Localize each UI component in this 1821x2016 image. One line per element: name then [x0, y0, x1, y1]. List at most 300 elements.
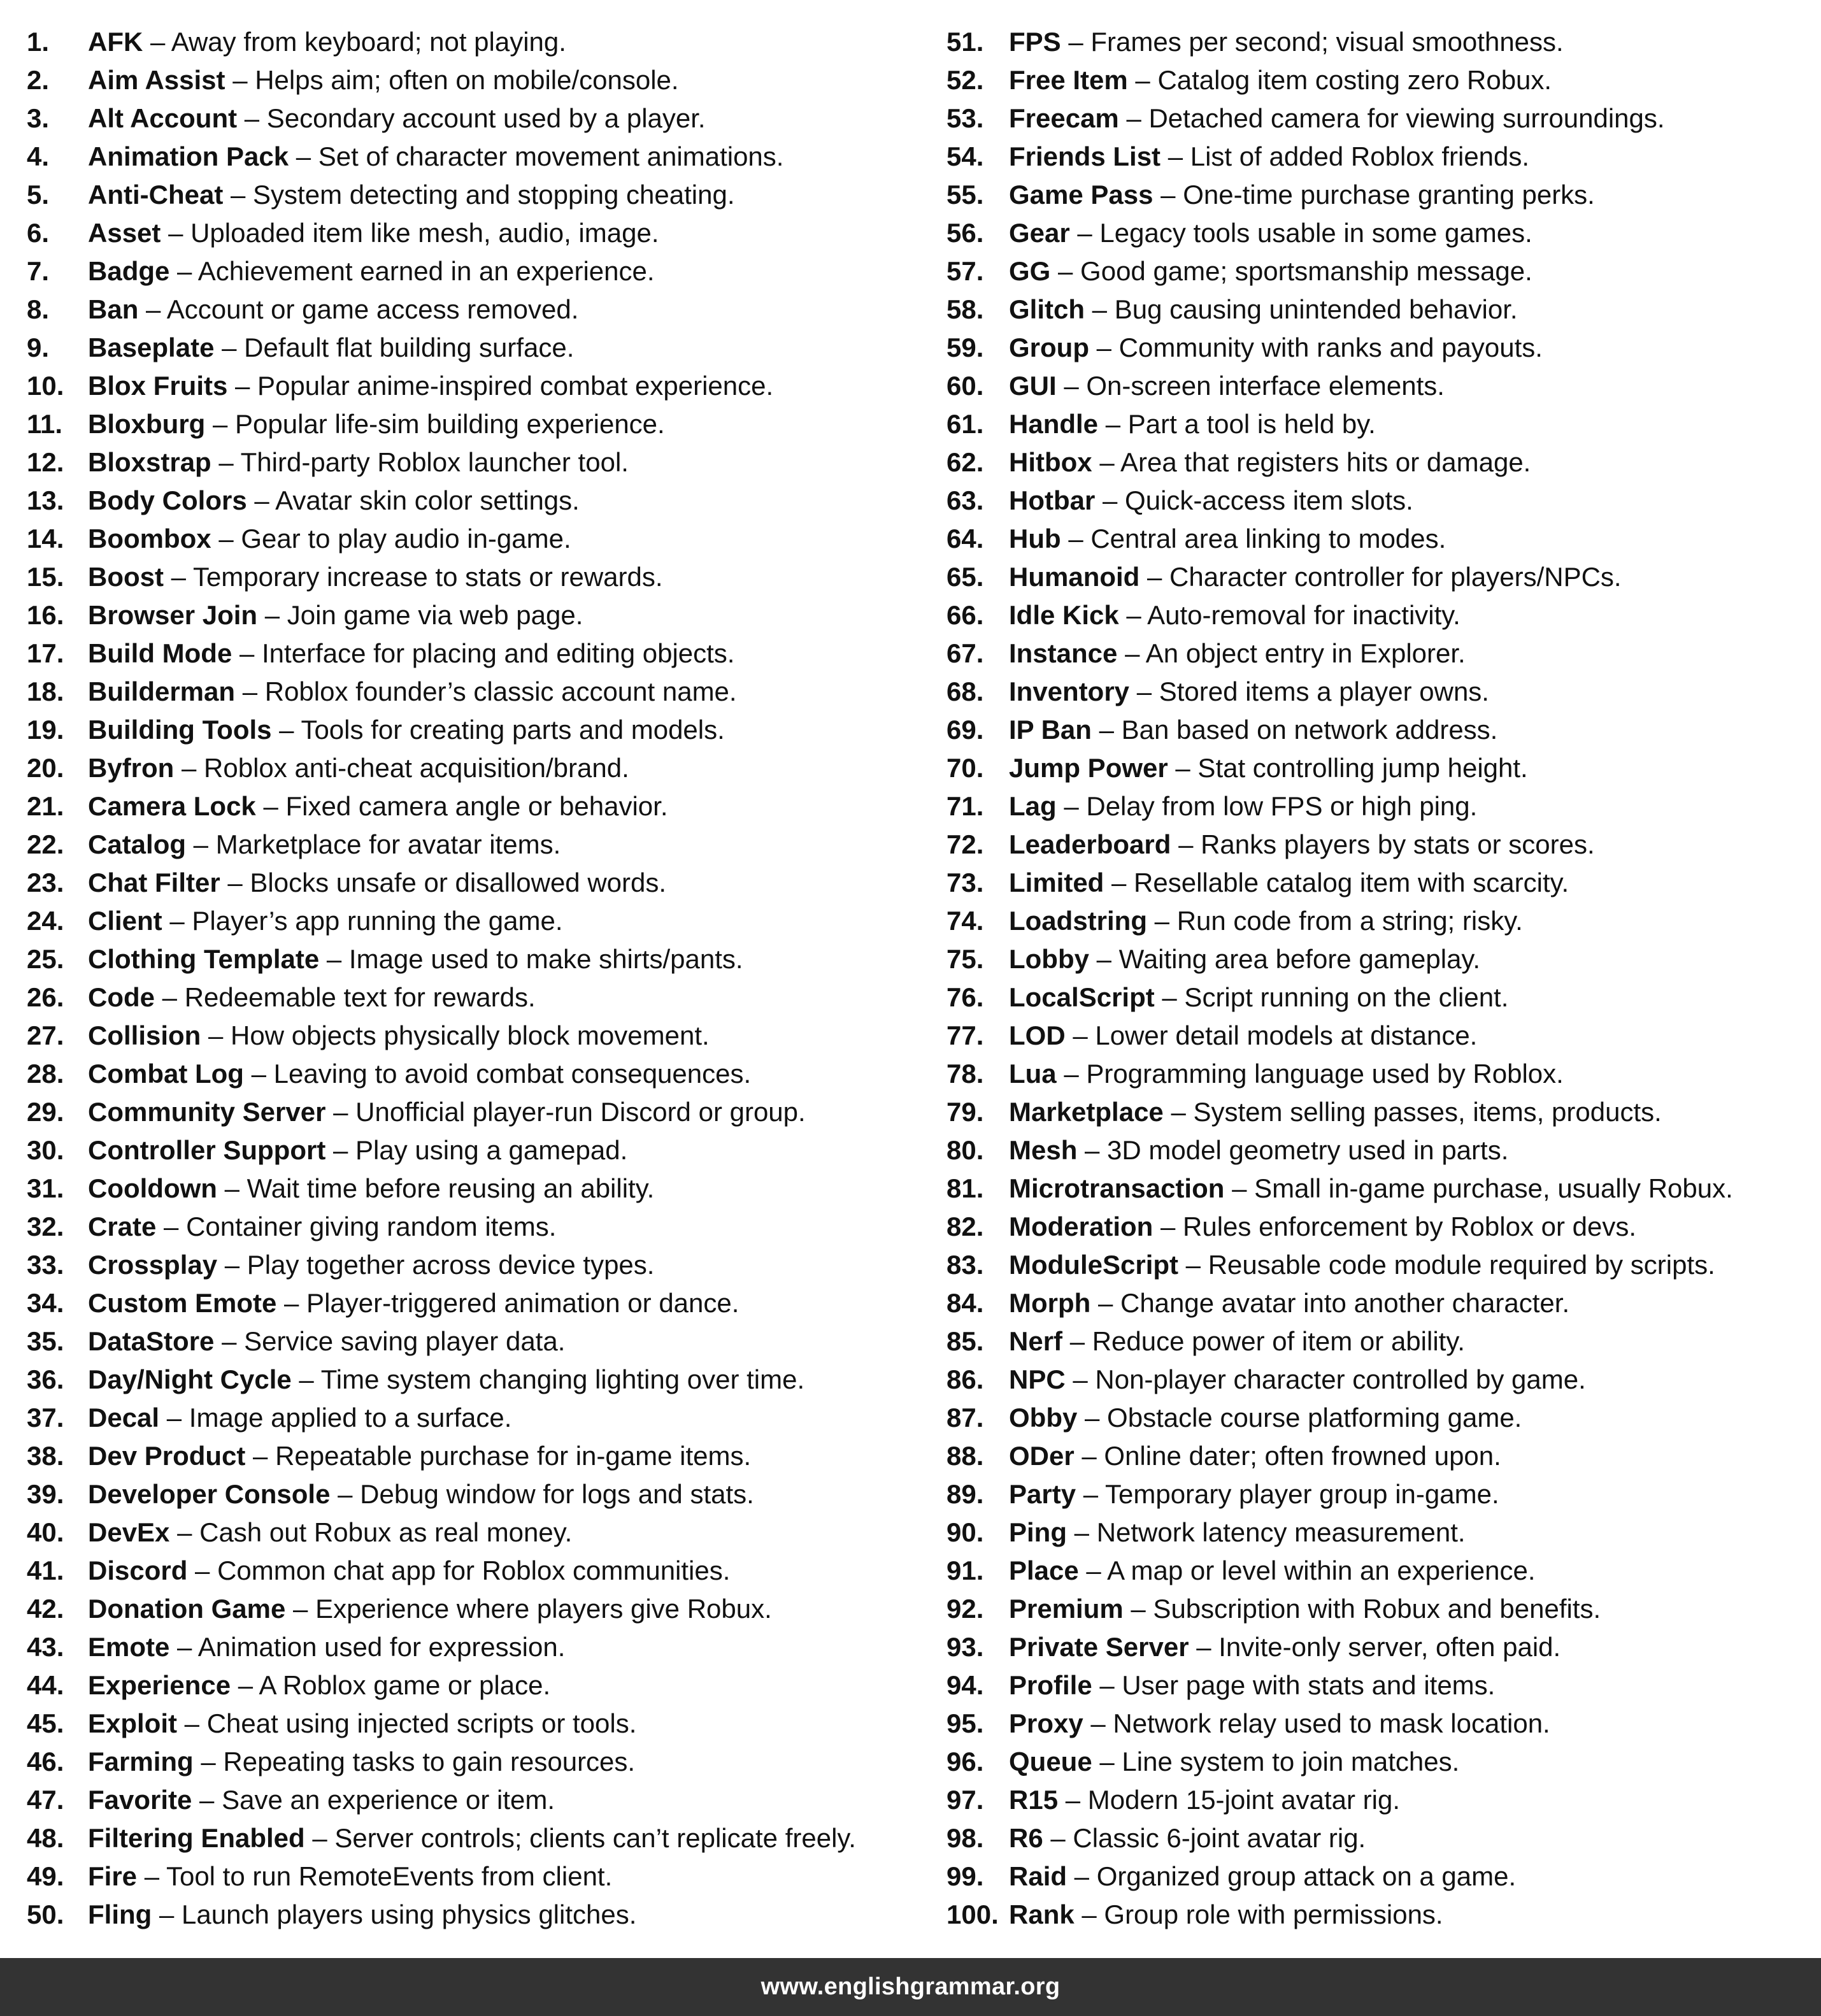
- entry-definition: – System selling passes, items, products.: [1163, 1097, 1662, 1127]
- glossary-entry: [946, 1590, 1813, 1628]
- glossary-entry: [946, 1437, 1813, 1475]
- entry-definition: – Auto-removal for inactivity.: [1118, 600, 1460, 630]
- footer-url[interactable]: www.englishgrammar.org: [761, 1973, 1060, 2000]
- entry-term: GUI: [1009, 371, 1057, 401]
- entry-term: Nerf: [1009, 1326, 1063, 1356]
- entry-term: Game Pass: [1009, 180, 1153, 210]
- entry-term: Clothing Template: [88, 944, 320, 974]
- entry-definition: – Marketplace for avatar items.: [186, 829, 561, 859]
- entry-term: Asset: [88, 218, 161, 248]
- entry-term: Leaderboard: [1009, 829, 1171, 859]
- entry-term: Animation Pack: [88, 141, 289, 171]
- entry-number: 92.: [946, 1594, 984, 1624]
- entry-definition: – How objects physically block movement.: [201, 1020, 710, 1050]
- entry-term: Boombox: [88, 524, 211, 554]
- entry-term: Body Colors: [88, 485, 247, 515]
- entry-definition: – Leaving to avoid combat consequences.: [243, 1059, 752, 1089]
- entry-term: Jump Power: [1009, 753, 1168, 783]
- entry-definition: – Non-player character controlled by game.: [1065, 1364, 1586, 1394]
- glossary-entry: [946, 558, 1813, 596]
- entry-number: 15.: [27, 562, 64, 592]
- entry-definition: – Lower detail models at distance.: [1065, 1020, 1478, 1050]
- entry-number: 84.: [946, 1288, 984, 1318]
- entry-number: 44.: [27, 1670, 64, 1700]
- entry-number: 42.: [27, 1594, 64, 1624]
- glossary-entry: [27, 367, 938, 405]
- glossary-entry: [27, 290, 938, 329]
- entry-term: Group: [1009, 332, 1089, 362]
- entry-definition: – Part a tool is held by.: [1098, 409, 1376, 439]
- glossary-entry: [27, 749, 938, 787]
- entry-definition: – Network latency measurement.: [1067, 1517, 1466, 1547]
- glossary-entry: [946, 826, 1813, 864]
- entry-term: Crate: [88, 1212, 157, 1241]
- entry-term: Catalog: [88, 829, 187, 859]
- entry-definition: – Quick-access item slots.: [1095, 485, 1413, 515]
- entry-definition: – Wait time before reusing an ability.: [217, 1173, 655, 1203]
- entry-term: Badge: [88, 256, 170, 286]
- entry-term: ODer: [1009, 1441, 1075, 1471]
- glossary-entry: [27, 558, 938, 596]
- glossary-entry: [946, 1093, 1813, 1131]
- entry-number: 28.: [27, 1059, 64, 1089]
- entry-number: 24.: [27, 906, 64, 936]
- entry-term: Free Item: [1009, 65, 1128, 95]
- entry-term: DevEx: [88, 1517, 170, 1547]
- entry-definition: – Script running on the client.: [1154, 982, 1509, 1012]
- entry-number: 68.: [946, 676, 984, 706]
- entry-number: 89.: [946, 1479, 984, 1509]
- entry-number: 26.: [27, 982, 64, 1012]
- glossary-entry: [27, 1322, 938, 1361]
- glossary-entry: [946, 978, 1813, 1017]
- entry-definition: – Interface for placing and editing objects.: [232, 638, 735, 668]
- glossary-entry: [27, 1475, 938, 1513]
- entry-definition: – User page with stats and items.: [1092, 1670, 1496, 1700]
- entry-number: 70.: [946, 753, 984, 783]
- entry-number: 67.: [946, 638, 984, 668]
- entry-number: 65.: [946, 562, 984, 592]
- entry-definition: – Reduce power of item or ability.: [1062, 1326, 1465, 1356]
- entry-number: 33.: [27, 1250, 64, 1280]
- entry-number: 91.: [946, 1555, 984, 1585]
- entry-definition: – List of added Roblox friends.: [1160, 141, 1530, 171]
- entry-definition: – Avatar skin color settings.: [246, 485, 580, 515]
- entry-term: Party: [1009, 1479, 1076, 1509]
- glossary-entry: [27, 1743, 938, 1781]
- entry-number: 75.: [946, 944, 984, 974]
- entry-definition: – On-screen interface elements.: [1056, 371, 1445, 401]
- entry-term: Proxy: [1009, 1708, 1083, 1738]
- glossary-entry: [27, 787, 938, 826]
- entry-term: LocalScript: [1009, 982, 1155, 1012]
- entry-definition: – Change avatar into another character.: [1090, 1288, 1570, 1318]
- entry-definition: – Fixed camera angle or behavior.: [255, 791, 668, 821]
- entry-definition: – Service saving player data.: [214, 1326, 566, 1356]
- entry-number: 61.: [946, 409, 984, 439]
- entry-definition: – Programming language used by Roblox.: [1056, 1059, 1564, 1089]
- glossary-entry: [946, 634, 1813, 673]
- entry-number: 12.: [27, 447, 64, 477]
- entry-definition: – Helps aim; often on mobile/console.: [225, 65, 679, 95]
- glossary-entry: [946, 99, 1813, 138]
- entry-term: Dev Product: [88, 1441, 246, 1471]
- entry-term: Inventory: [1009, 676, 1130, 706]
- glossary-entry: [946, 940, 1813, 978]
- entry-definition: – Cheat using injected scripts or tools.: [177, 1708, 637, 1738]
- glossary-entry: [946, 443, 1813, 482]
- glossary-entry: [946, 864, 1813, 902]
- entry-number: 97.: [946, 1785, 984, 1815]
- entry-definition: – Popular anime-inspired combat experience.: [227, 371, 774, 401]
- glossary-entry: [946, 1322, 1813, 1361]
- entry-number: 87.: [946, 1403, 984, 1433]
- entry-term: Client: [88, 906, 162, 936]
- glossary-entry: [946, 902, 1813, 940]
- entry-term: Fire: [88, 1861, 138, 1891]
- glossary-entry: [27, 1437, 938, 1475]
- entry-number: 96.: [946, 1747, 984, 1777]
- entry-term: Loadstring: [1009, 906, 1147, 936]
- entry-term: Gear: [1009, 218, 1070, 248]
- entry-term: NPC: [1009, 1364, 1066, 1394]
- glossary-entry: [27, 214, 938, 252]
- glossary-entry: [946, 138, 1813, 176]
- entry-definition: – Character controller for players/NPCs.: [1139, 562, 1622, 592]
- entry-definition: – Stored items a player owns.: [1129, 676, 1489, 706]
- entry-number: 45.: [27, 1708, 64, 1738]
- glossary-entry: [946, 1017, 1813, 1055]
- entry-definition: – Player’s app running the game.: [162, 906, 563, 936]
- entry-definition: – Good game; sportsmanship message.: [1050, 256, 1532, 286]
- entry-term: Hitbox: [1009, 447, 1092, 477]
- glossary-entry: [27, 1169, 938, 1208]
- entry-term: Camera Lock: [88, 791, 256, 821]
- entry-number: 39.: [27, 1479, 64, 1509]
- entry-term: AFK: [88, 27, 143, 57]
- entry-definition: – A map or level within an experience.: [1078, 1555, 1536, 1585]
- entry-term: Byfron: [88, 753, 175, 783]
- glossary-entry: [27, 1246, 938, 1284]
- entry-definition: – Run code from a string; risky.: [1147, 906, 1523, 936]
- entry-definition: – Debug window for logs and stats.: [330, 1479, 754, 1509]
- entry-term: Filtering Enabled: [88, 1823, 305, 1853]
- glossary-entry: [27, 1131, 938, 1169]
- glossary-entry: [27, 1896, 938, 1934]
- entry-number: 100.: [946, 1899, 999, 1929]
- entry-definition: – An object entry in Explorer.: [1117, 638, 1466, 668]
- entry-number: 69.: [946, 715, 984, 745]
- entry-definition: – Save an experience or item.: [192, 1785, 555, 1815]
- entry-number: 31.: [27, 1173, 64, 1203]
- entry-definition: – Gear to play audio in-game.: [211, 524, 571, 554]
- entry-term: Profile: [1009, 1670, 1092, 1700]
- entry-definition: – Bug causing unintended behavior.: [1085, 294, 1518, 324]
- entry-definition: – Image applied to a surface.: [159, 1403, 512, 1433]
- entry-definition: – Temporary increase to stats or rewards.: [164, 562, 663, 592]
- entry-term: Cooldown: [88, 1173, 217, 1203]
- entry-term: Day/Night Cycle: [88, 1364, 292, 1394]
- entry-term: Browser Join: [88, 600, 258, 630]
- glossary-entry: [946, 367, 1813, 405]
- entry-number: 48.: [27, 1823, 64, 1853]
- entry-number: 18.: [27, 676, 64, 706]
- entry-term: Instance: [1009, 638, 1118, 668]
- entry-term: Experience: [88, 1670, 231, 1700]
- glossary-columns: [0, 23, 1821, 1927]
- entry-term: Code: [88, 982, 155, 1012]
- entry-term: Place: [1009, 1555, 1079, 1585]
- entry-definition: – Account or game access removed.: [138, 294, 579, 324]
- entry-number: 59.: [946, 332, 984, 362]
- entry-definition: – Third-party Roblox launcher tool.: [211, 447, 629, 477]
- glossary-entry: [27, 1628, 938, 1666]
- entry-definition: – Stat controlling jump height.: [1168, 753, 1528, 783]
- entry-definition: – Popular life-sim building experience.: [205, 409, 665, 439]
- entry-number: 22.: [27, 829, 64, 859]
- entry-term: Hotbar: [1009, 485, 1096, 515]
- entry-term: Fling: [88, 1899, 152, 1929]
- entry-definition: – Image used to make shirts/pants.: [319, 944, 743, 974]
- entry-definition: – Achievement earned in an experience.: [169, 256, 655, 286]
- entry-number: 93.: [946, 1632, 984, 1662]
- entry-number: 27.: [27, 1020, 64, 1050]
- entry-definition: – System detecting and stopping cheating.: [223, 180, 735, 210]
- entry-term: Obby: [1009, 1403, 1078, 1433]
- entry-number: 53.: [946, 103, 984, 133]
- entry-number: 80.: [946, 1135, 984, 1165]
- entry-number: 55.: [946, 180, 984, 210]
- entry-definition: – Join game via web page.: [257, 600, 583, 630]
- glossary-entry: [27, 1055, 938, 1093]
- glossary-entry: [946, 23, 1813, 61]
- entry-term: Builderman: [88, 676, 236, 706]
- entry-number: 95.: [946, 1708, 984, 1738]
- entry-number: 10.: [27, 371, 64, 401]
- entry-definition: – Redeemable text for rewards.: [155, 982, 536, 1012]
- entry-definition: – Repeatable purchase for in-game items.: [245, 1441, 752, 1471]
- entry-number: 73.: [946, 868, 984, 897]
- entry-number: 62.: [946, 447, 984, 477]
- entry-number: 51.: [946, 27, 984, 57]
- glossary-entry: [946, 1055, 1813, 1093]
- entry-term: Ping: [1009, 1517, 1067, 1547]
- glossary-entry: [27, 443, 938, 482]
- glossary-entry: [27, 711, 938, 749]
- glossary-entry: [946, 711, 1813, 749]
- glossary-entry: [946, 1246, 1813, 1284]
- entry-term: Queue: [1009, 1747, 1092, 1777]
- entry-definition: – Temporary player group in-game.: [1076, 1479, 1499, 1509]
- glossary-entry: [946, 1628, 1813, 1666]
- entry-term: Hub: [1009, 524, 1061, 554]
- entry-definition: – Legacy tools usable in some games.: [1069, 218, 1532, 248]
- entry-number: 58.: [946, 294, 984, 324]
- entry-term: Freecam: [1009, 103, 1119, 133]
- entry-term: Alt Account: [88, 103, 238, 133]
- entry-term: Crossplay: [88, 1250, 218, 1280]
- glossary-entry: [27, 1781, 938, 1819]
- entry-term: R15: [1009, 1785, 1059, 1815]
- entry-term: Marketplace: [1009, 1097, 1164, 1127]
- entry-term: Custom Emote: [88, 1288, 277, 1318]
- entry-number: 99.: [946, 1861, 984, 1891]
- glossary-entry: [946, 176, 1813, 214]
- entry-term: GG: [1009, 256, 1051, 286]
- entry-number: 36.: [27, 1364, 64, 1394]
- entry-number: 4.: [27, 141, 50, 171]
- entry-term: IP Ban: [1009, 715, 1092, 745]
- entry-term: Donation Game: [88, 1594, 286, 1624]
- glossary-entry: [946, 1705, 1813, 1743]
- entry-number: 2.: [27, 65, 50, 95]
- entry-number: 74.: [946, 906, 984, 936]
- entry-number: 41.: [27, 1555, 64, 1585]
- entry-definition: – Experience where players give Robux.: [285, 1594, 772, 1624]
- glossary-entry: [27, 329, 938, 367]
- glossary-entry: [27, 1705, 938, 1743]
- glossary-entry: [27, 1017, 938, 1055]
- entry-definition: – Away from keyboard; not playing.: [143, 27, 566, 57]
- glossary-entry: [946, 1857, 1813, 1896]
- entry-number: 37.: [27, 1403, 64, 1433]
- entry-definition: – One-time purchase granting perks.: [1153, 180, 1595, 210]
- glossary-entry: [27, 1819, 938, 1857]
- entry-number: 9.: [27, 332, 50, 362]
- entry-definition: – Subscription with Robux and benefits.: [1123, 1594, 1601, 1624]
- entry-definition: – Uploaded item like mesh, audio, image.: [161, 218, 659, 248]
- glossary-entry: [946, 1819, 1813, 1857]
- entry-number: 57.: [946, 256, 984, 286]
- glossary-entry: [27, 176, 938, 214]
- glossary-entry: [27, 138, 938, 176]
- entry-definition: – Unofficial player-run Discord or group.: [325, 1097, 806, 1127]
- entry-number: 23.: [27, 868, 64, 897]
- entry-definition: – Common chat app for Roblox communities.: [187, 1555, 731, 1585]
- entry-term: Mesh: [1009, 1135, 1078, 1165]
- entry-definition: – Group role with permissions.: [1074, 1899, 1443, 1929]
- glossary-entry: [946, 749, 1813, 787]
- entry-term: Lua: [1009, 1059, 1057, 1089]
- entry-number: 47.: [27, 1785, 64, 1815]
- entry-number: 19.: [27, 715, 64, 745]
- entry-number: 94.: [946, 1670, 984, 1700]
- glossary-entry: [27, 61, 938, 99]
- entry-definition: – Repeating tasks to gain resources.: [193, 1747, 636, 1777]
- entry-definition: – Line system to join matches.: [1092, 1747, 1460, 1777]
- entry-number: 46.: [27, 1747, 64, 1777]
- entry-number: 66.: [946, 600, 984, 630]
- entry-definition: – Frames per second; visual smoothness.: [1060, 27, 1564, 57]
- entry-number: 14.: [27, 524, 64, 554]
- entry-number: 5.: [27, 180, 50, 210]
- glossary-entry: [946, 520, 1813, 558]
- entry-term: Favorite: [88, 1785, 192, 1815]
- glossary-entry: [27, 1857, 938, 1896]
- glossary-entry: [27, 1590, 938, 1628]
- glossary-column-right: [946, 23, 1813, 1934]
- entry-number: 88.: [946, 1441, 984, 1471]
- entry-definition: – Reusable code module required by scripts.: [1178, 1250, 1715, 1280]
- entry-number: 40.: [27, 1517, 64, 1547]
- entry-definition: – Secondary account used by a player.: [237, 103, 706, 133]
- entry-number: 13.: [27, 485, 64, 515]
- glossary-entry: [946, 1781, 1813, 1819]
- glossary-entry: [946, 214, 1813, 252]
- glossary-entry: [27, 596, 938, 634]
- entry-definition: – Container giving random items.: [156, 1212, 557, 1241]
- entry-term: Combat Log: [88, 1059, 244, 1089]
- glossary-entry: [27, 1284, 938, 1322]
- entry-definition: – Tool to run RemoteEvents from client.: [137, 1861, 613, 1891]
- glossary-entry: [27, 252, 938, 290]
- entry-term: Humanoid: [1009, 562, 1140, 592]
- entry-definition: – Small in-game purchase, usually Robux.: [1224, 1173, 1733, 1203]
- entry-number: 72.: [946, 829, 984, 859]
- entry-term: Baseplate: [88, 332, 215, 362]
- entry-number: 50.: [27, 1899, 64, 1929]
- glossary-entry: [27, 1552, 938, 1590]
- entry-number: 82.: [946, 1212, 984, 1241]
- entry-definition: – Detached camera for viewing surroundings.: [1118, 103, 1665, 133]
- entry-number: 7.: [27, 256, 50, 286]
- entry-number: 56.: [946, 218, 984, 248]
- glossary-entry: [27, 1513, 938, 1552]
- glossary-entry: [27, 1208, 938, 1246]
- entry-term: Limited: [1009, 868, 1104, 897]
- entry-term: Build Mode: [88, 638, 232, 668]
- glossary-entry: [27, 482, 938, 520]
- entry-definition: – Roblox anti-cheat acquisition/brand.: [174, 753, 629, 783]
- entry-term: Morph: [1009, 1288, 1091, 1318]
- entry-number: 43.: [27, 1632, 64, 1662]
- glossary-entry: [946, 1475, 1813, 1513]
- entry-number: 79.: [946, 1097, 984, 1127]
- glossary-entry: [27, 1361, 938, 1399]
- entry-definition: – Set of character movement animations.: [289, 141, 784, 171]
- entry-term: Moderation: [1009, 1212, 1153, 1241]
- entry-number: 8.: [27, 294, 50, 324]
- entry-term: Handle: [1009, 409, 1099, 439]
- entry-definition: – Time system changing lighting over time.: [291, 1364, 805, 1394]
- entry-number: 29.: [27, 1097, 64, 1127]
- entry-definition: – Ranks players by stats or scores.: [1171, 829, 1595, 859]
- entry-term: Bloxburg: [88, 409, 206, 439]
- entry-definition: – Classic 6-joint avatar rig.: [1043, 1823, 1366, 1853]
- glossary-entry: [946, 252, 1813, 290]
- entry-number: 98.: [946, 1823, 984, 1853]
- entry-number: 81.: [946, 1173, 984, 1203]
- glossary-entry: [946, 1666, 1813, 1705]
- entry-term: Bloxstrap: [88, 447, 211, 477]
- entry-definition: – Tools for creating parts and models.: [271, 715, 725, 745]
- entry-term: Farming: [88, 1747, 194, 1777]
- entry-number: 3.: [27, 103, 50, 133]
- entry-number: 85.: [946, 1326, 984, 1356]
- entry-definition: – A Roblox game or place.: [231, 1670, 551, 1700]
- entry-number: 38.: [27, 1441, 64, 1471]
- entry-term: Private Server: [1009, 1632, 1189, 1662]
- entry-term: Friends List: [1009, 141, 1161, 171]
- glossary-entry: [946, 482, 1813, 520]
- entry-term: Discord: [88, 1555, 188, 1585]
- entry-definition: – Blocks unsafe or disallowed words.: [220, 868, 667, 897]
- entry-number: 11.: [27, 409, 63, 439]
- entry-definition: – Invite-only server, often paid.: [1189, 1632, 1561, 1662]
- glossary-entry: [946, 405, 1813, 443]
- entry-number: 35.: [27, 1326, 64, 1356]
- entry-number: 17.: [27, 638, 64, 668]
